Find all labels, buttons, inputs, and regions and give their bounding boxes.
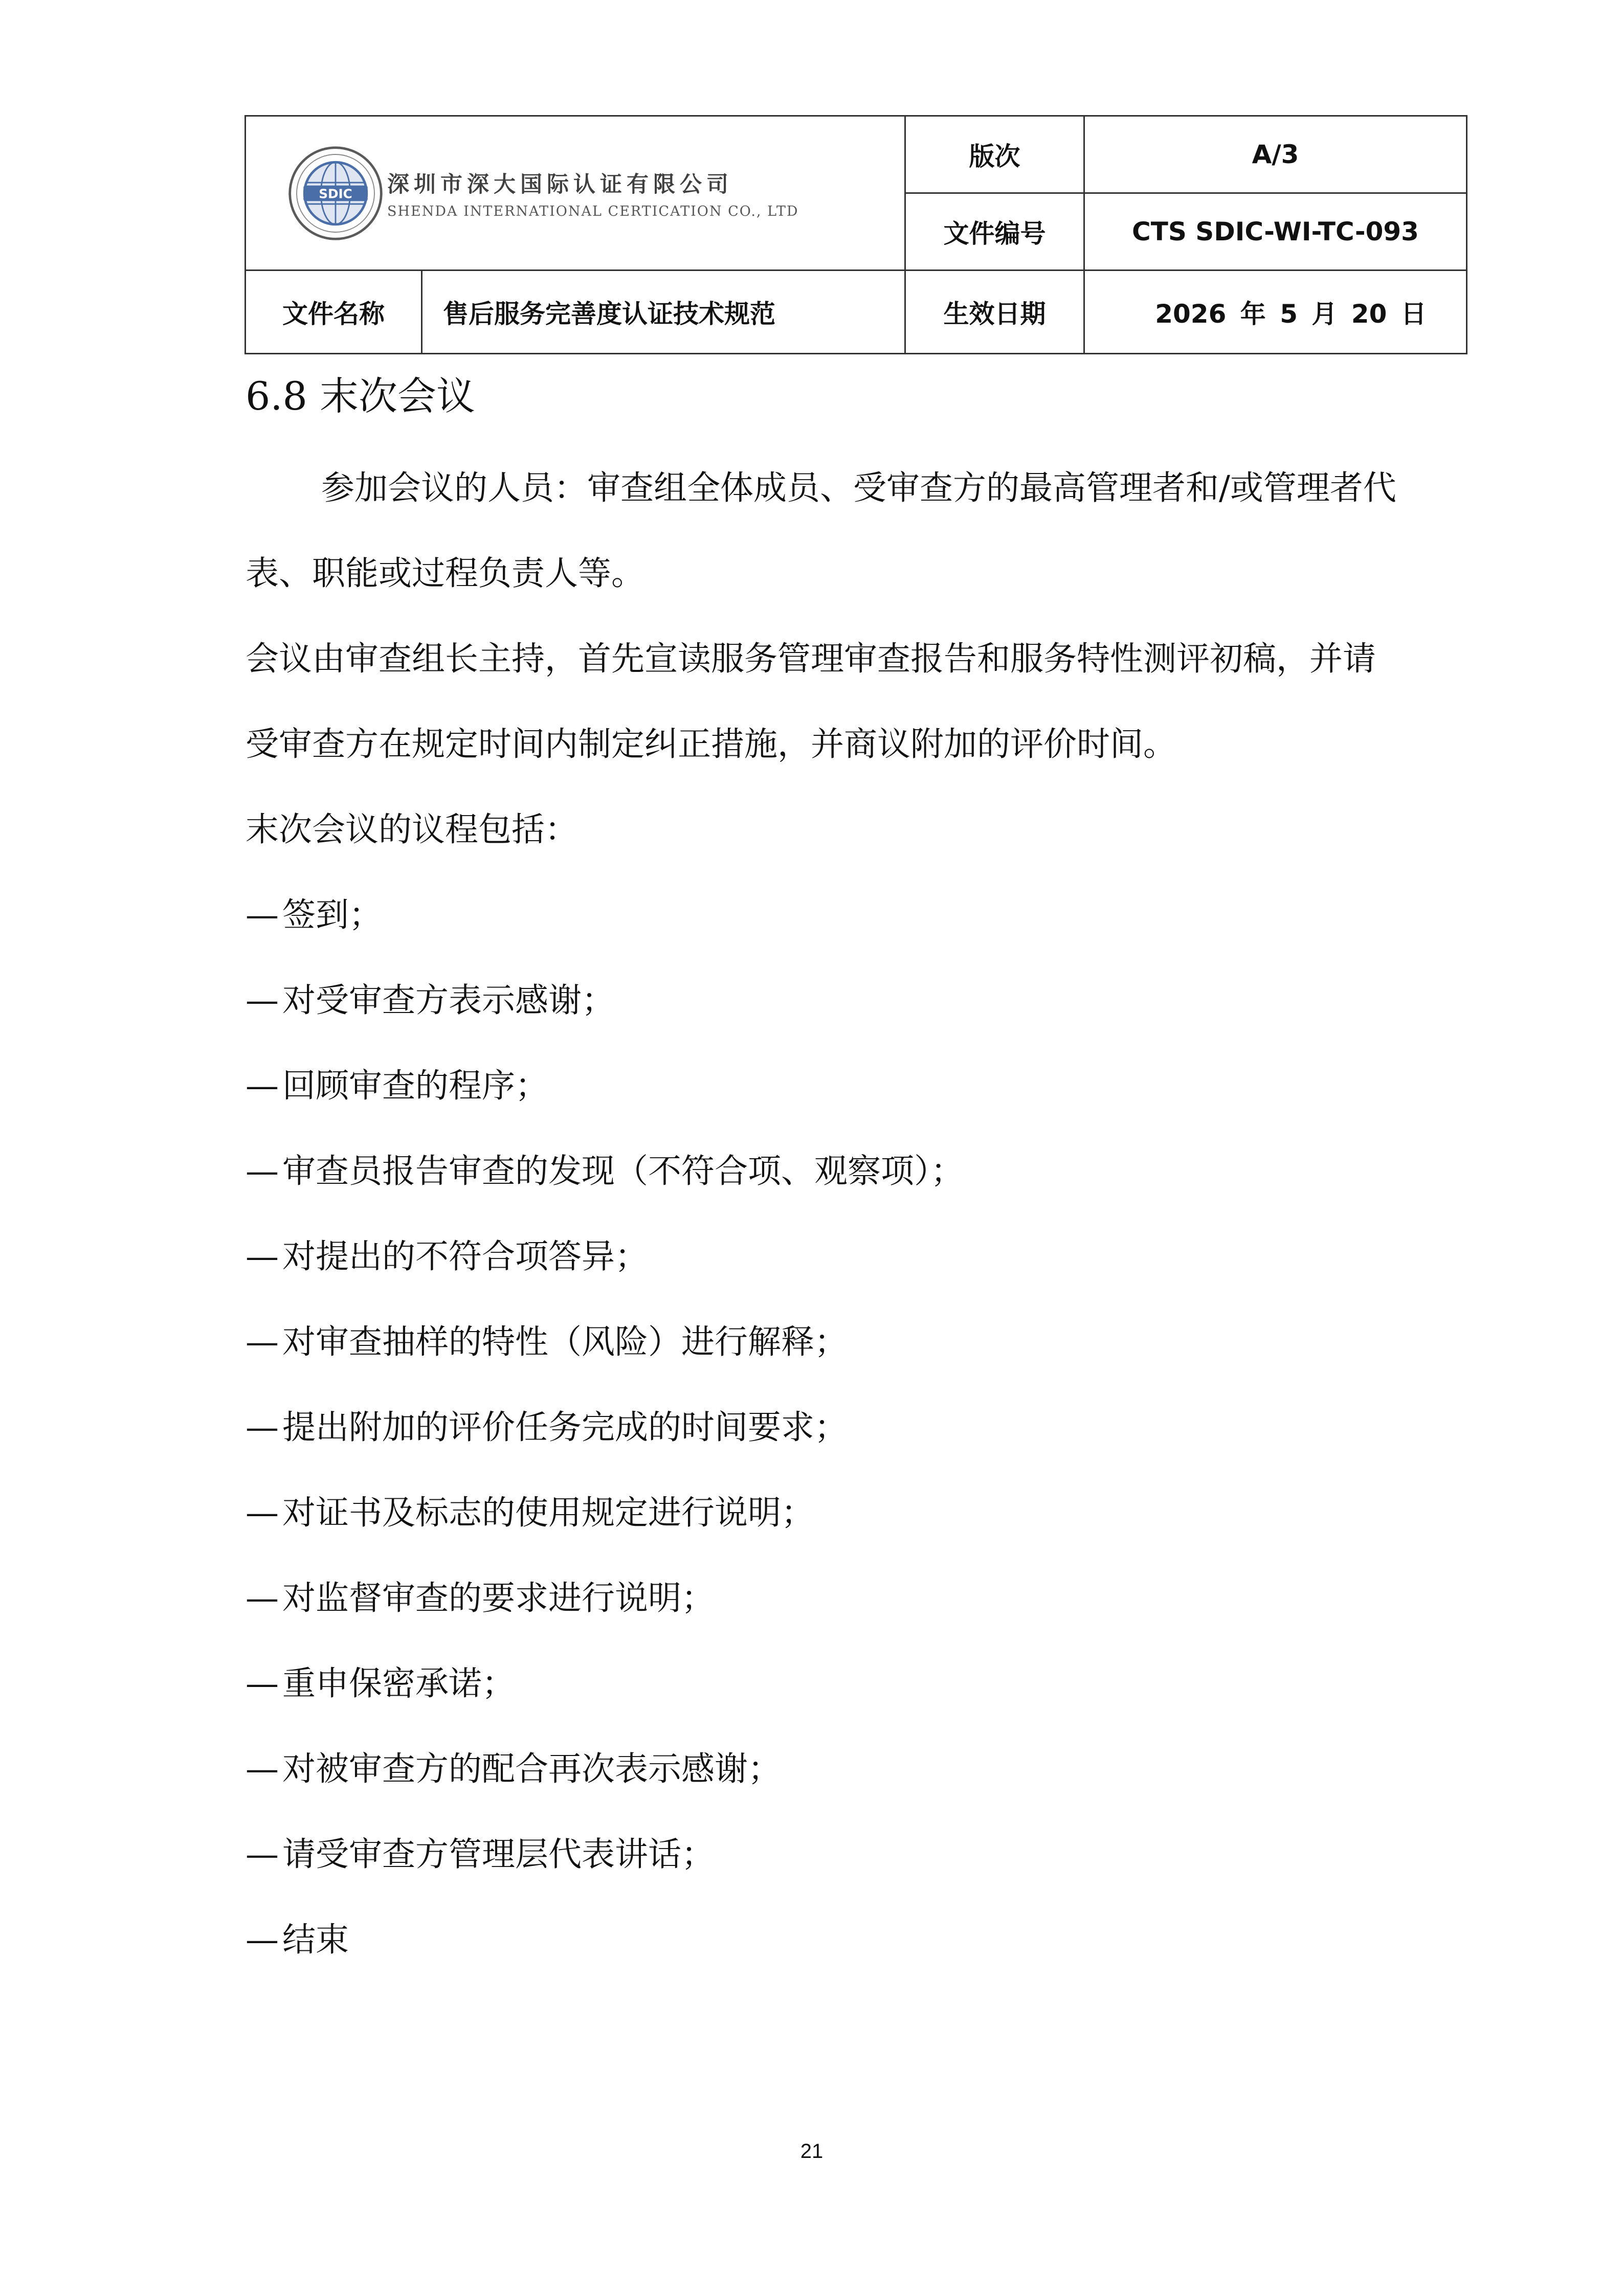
section-title: 6.8 末次会议 [246,373,476,419]
svg-text:SDIC: SDIC [319,186,352,201]
agenda-dash: — [246,1152,279,1190]
agenda-item [246,1812,1407,1897]
company-name [387,167,798,219]
agenda-dash: — [246,896,279,934]
agenda-item-text: 对监督审查的要求进行说明； [282,1579,715,1617]
agenda-item-text: 对审查抽样的特性（风险）进行解释； [282,1323,848,1361]
paragraph-attendees: 参加会议的人员：审查组全体成员、受审查方的最高管理者和/或管理者代表、职能或过程负责人等。 [246,469,1396,593]
doc-number-value: CTS SDIC-WI-TC-093 [1084,193,1467,271]
page-number: 21 [800,2140,824,2163]
agenda-item-text: 提出附加的评价任务完成的时间要求； [282,1408,848,1447]
agenda-dash: — [246,1664,279,1703]
agenda-list [246,872,1407,1983]
agenda-item [246,1129,1407,1214]
agenda-item [246,1897,1407,1983]
agenda-item [246,1726,1407,1812]
agenda-item-text: 请受审查方管理层代表讲话； [282,1835,715,1874]
agenda-dash: — [246,981,279,1020]
company-seal-icon [287,145,384,242]
company-name-en: SHENDA INTERNATIONAL CERTICATION CO., LTD [387,203,799,219]
company-logo [287,145,904,242]
company-logo-cell [246,116,905,271]
agenda-item [246,958,1407,1043]
agenda-item [246,1043,1407,1129]
agenda-item-text: 对证书及标志的使用规定进行说明； [282,1494,815,1532]
agenda-item [246,1641,1407,1726]
agenda-dash: — [246,1494,279,1532]
paragraph-agenda-intro: 末次会议的议程包括： [246,811,579,849]
agenda-dash: — [246,1921,279,1959]
agenda-item [246,1556,1407,1641]
agenda-item [246,1385,1407,1470]
version-label: 版次 [905,116,1084,193]
effective-date-label: 生效日期 [905,271,1084,354]
doc-name-label: 文件名称 [246,271,422,354]
agenda-item-text: 对受审查方表示感谢； [282,981,615,1020]
agenda-item [246,1299,1407,1385]
version-value: A/3 [1084,116,1467,193]
agenda-item [246,1470,1407,1556]
agenda-dash: — [246,1237,279,1276]
agenda-dash: — [246,1835,279,1874]
agenda-item-text: 审查员报告审查的发现（不符合项、观察项）； [282,1152,964,1190]
paragraph-meeting-procedure: 会议由审查组长主持，首先宣读服务管理审查报告和服务特性测评初稿，并请受审查方在规定时间内制定纠正措施，并商议附加的评价时间。 [246,640,1376,763]
agenda-dash: — [246,1067,279,1105]
doc-name-value: 售后服务完善度认证技术规范 [422,271,905,354]
agenda-dash: — [246,1408,279,1447]
agenda-item-text: 对被审查方的配合再次表示感谢； [282,1750,782,1788]
agenda-item-text: 对提出的不符合项答异； [282,1237,649,1276]
agenda-item [246,872,1407,958]
section-content [246,445,1407,1983]
agenda-item-text: 签到； [282,896,383,934]
agenda-dash: — [246,1579,279,1617]
agenda-item [246,1214,1407,1299]
effective-date-value: 2026 年 5 月 20 日 [1084,271,1467,354]
agenda-item-text: 回顾审查的程序； [282,1067,549,1105]
document-header-table [244,115,1467,354]
agenda-dash: — [246,1750,279,1788]
agenda-item-text: 结束 [282,1921,349,1959]
doc-number-label: 文件编号 [905,193,1084,271]
agenda-item-text: 重申保密承诺； [282,1664,516,1703]
agenda-dash: — [246,1323,279,1361]
company-name-cn: 深圳市深大国际认证有限公司 [387,171,733,197]
